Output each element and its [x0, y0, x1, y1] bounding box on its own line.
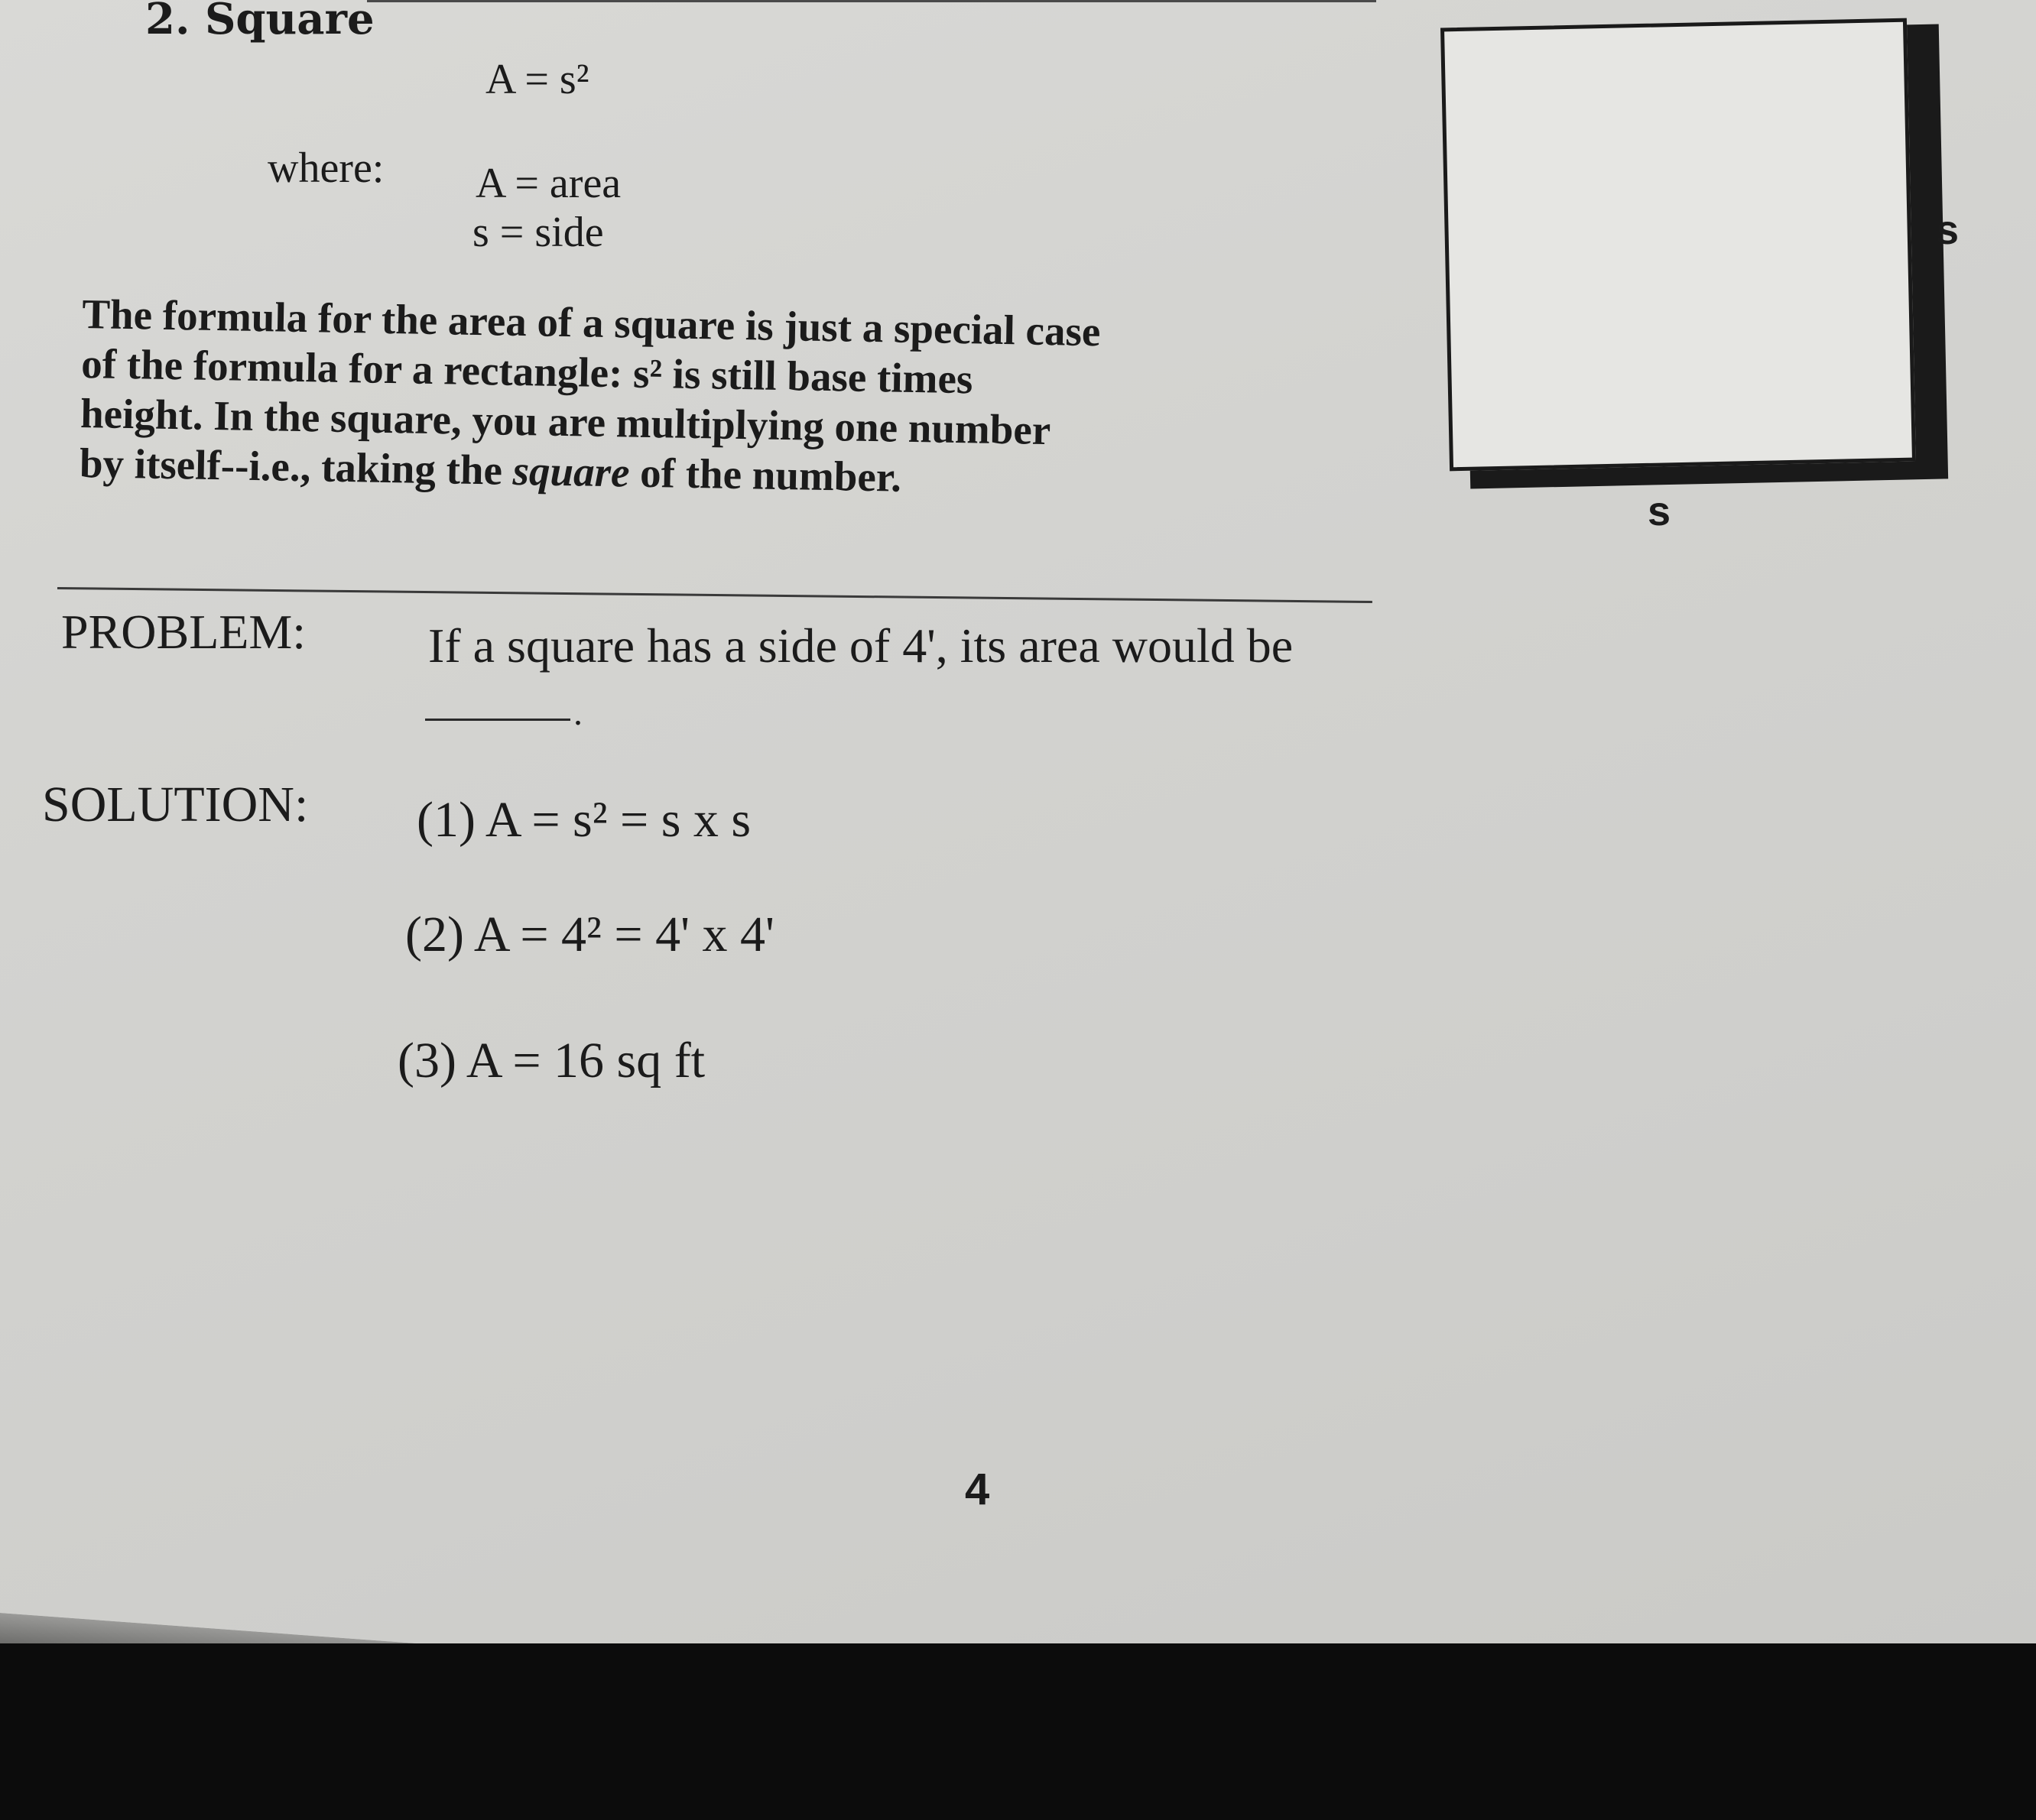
- explanation-line: The formula for the area of a square is just a special case: [81, 290, 1101, 355]
- explanation-paragraph: [79, 289, 1229, 508]
- answer-blank-period: .: [573, 693, 583, 733]
- area-formula: A = s²: [485, 56, 589, 103]
- solution-step-2: (2) A = 4² = 4' x 4': [405, 907, 774, 962]
- where-label: where:: [268, 144, 385, 192]
- explanation-text: by itself--i.e., taking the: [79, 439, 514, 494]
- section-title: 2. Square: [145, 0, 375, 44]
- square-diagram: [1440, 18, 1916, 472]
- solution-label: SOLUTION:: [42, 777, 309, 832]
- definition-area: A = area: [476, 160, 622, 207]
- answer-blank: [425, 719, 570, 721]
- problem-label: PROBLEM:: [61, 605, 307, 659]
- problem-text: If a square has a side of 4', its area would be: [428, 618, 1294, 673]
- dark-background: [0, 1643, 2036, 1820]
- top-rule: [367, 0, 1376, 2]
- explanation-text: of the number.: [628, 449, 902, 501]
- side-label-bottom: s: [1648, 488, 1671, 534]
- solution-step-1: (1) A = s² = s x s: [417, 792, 752, 848]
- emphasis-word: square: [512, 446, 631, 496]
- page-number: 4: [965, 1465, 990, 1514]
- side-label-right: s: [1936, 207, 1960, 253]
- definition-side: s = side: [472, 209, 604, 256]
- solution-step-3: (3) A = 16 sq ft: [398, 1033, 706, 1088]
- explanation-line: of the formula for a rectangle: s² is still base times: [80, 339, 973, 403]
- explanation-line: height. In the square, you are multiplying one number: [80, 389, 1051, 454]
